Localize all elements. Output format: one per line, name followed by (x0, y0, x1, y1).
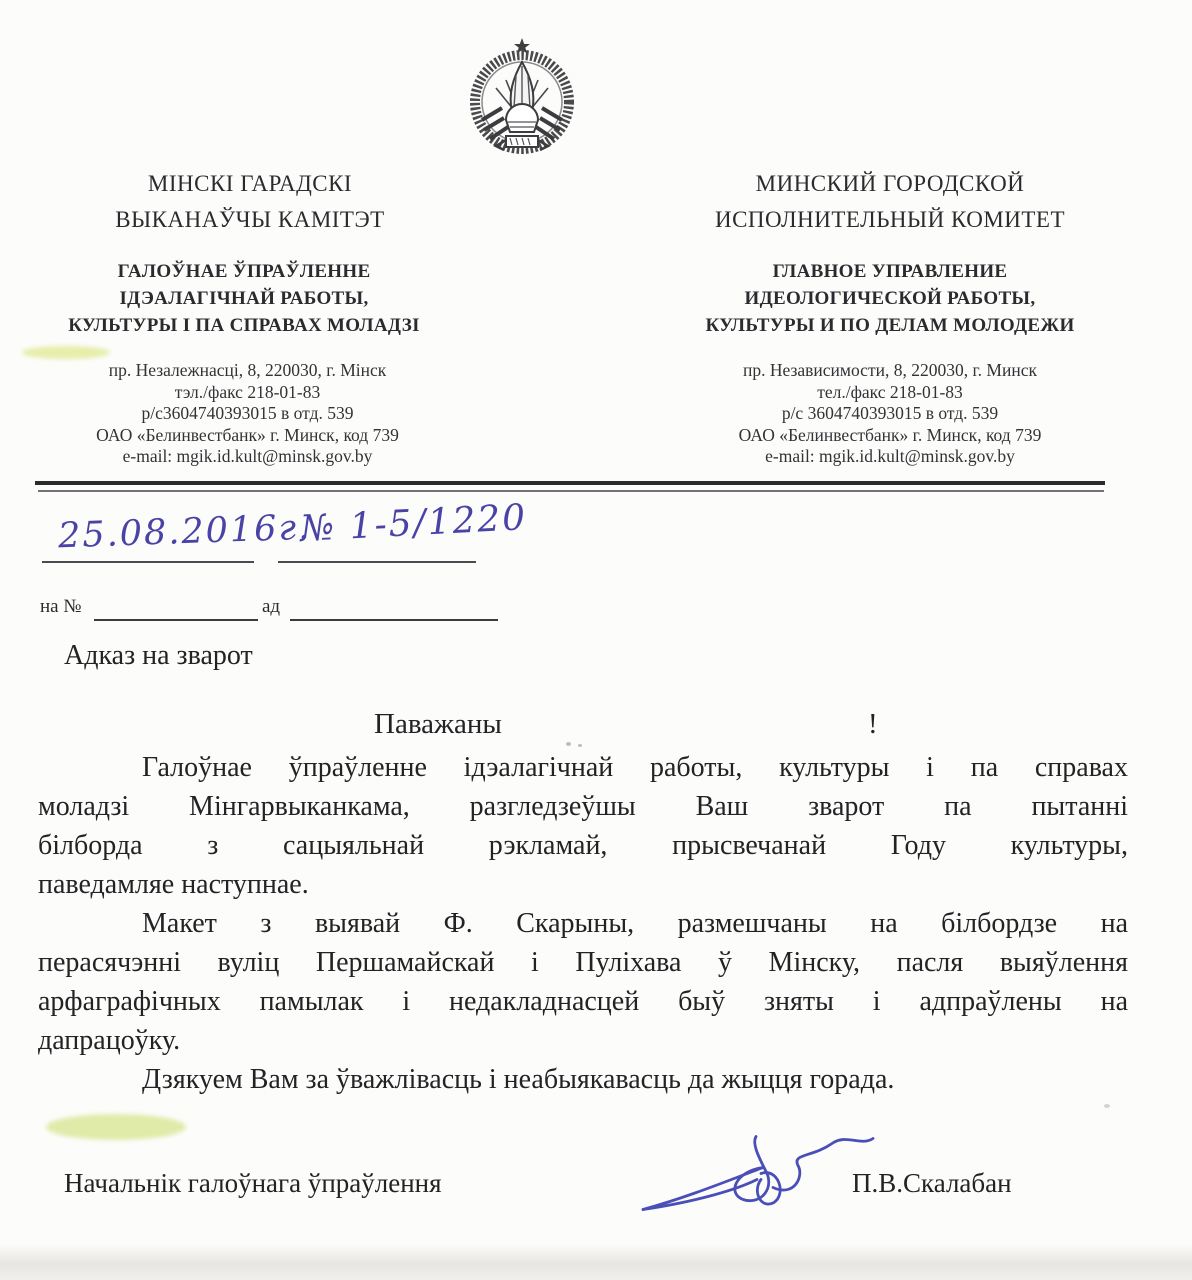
signer-name: П.В.Скалабан (852, 1168, 1012, 1198)
address-line: e-mail: mgik.id.kult@minsk.gov.by (765, 446, 1015, 466)
org-name-line: ИСПОЛНИТЕЛЬНЫЙ КОМИТЕТ (714, 207, 1066, 232)
address-line: пр. Незалежнасці, 8, 220030, г. Мінск (108, 360, 387, 380)
paragraph (38, 1060, 1128, 1099)
department-line: КУЛЬТУРЫ І ПА СПРАВАХ МОЛАДЗІ (68, 315, 420, 336)
address-block-russian (660, 360, 1120, 468)
body-line: білборда з сацыяльнай рэкламай, прысвечанай Году культуры, (38, 830, 1128, 861)
handwritten-outgoing-number: № 1-5/1220 (299, 497, 529, 550)
org-name-russian (655, 166, 1125, 238)
address-line: р/с 3604740393015 в отд. 539 (781, 403, 999, 423)
body-line: Макет з выявай Ф. Скарыны, размешчаны на білбордзе на (142, 908, 1128, 939)
scan-speck (566, 742, 571, 746)
date-underline (42, 561, 254, 563)
address-line: тэл./факс 218-01-83 (174, 381, 321, 402)
address-line: р/с3604740393015 в отд. 539 (141, 403, 354, 423)
department-line: ИДЕОЛОГИЧЕСКОЙ РАБОТЫ, (744, 288, 1036, 309)
body-line: дапрацоўку. (38, 1025, 181, 1056)
department-line: ГАЛОЎНАЕ ЎПРАЎЛЕННЕ (117, 261, 371, 282)
body-line: Дзякуем Вам за ўважлівасць і неабыякавасць да жыцця горада. (142, 1064, 895, 1095)
paragraph (38, 748, 1128, 904)
paragraph (38, 904, 1128, 1060)
highlighter-smudge (46, 1114, 186, 1140)
letterhead-divider-thin (38, 490, 1104, 492)
letter-body (38, 748, 1128, 1099)
department-line: КУЛЬТУРЫ И ПО ДЕЛАМ МОЛОДЕЖИ (705, 315, 1075, 336)
number-underline (278, 561, 476, 563)
subject-line: Адказ на зварот (64, 640, 253, 671)
address-line: тел./факс 218-01-83 (817, 381, 963, 402)
department-name-russian (655, 258, 1125, 339)
body-line: паведамляе наступнае. (38, 869, 309, 900)
org-name-line: МІНСКІ ГАРАДСКІ (147, 171, 353, 196)
body-line: перасячэнні вуліц Першамайскай і Пуліхава ў Мінску, пасля выяўлення (38, 947, 1128, 978)
letterhead-divider-thick (35, 481, 1105, 485)
incoming-number-blank (94, 619, 258, 621)
body-line: арфаграфічных памылак і недакладнасцей быў зняты і адпраўлены на (38, 986, 1128, 1017)
belarus-coat-of-arms-icon (466, 36, 578, 160)
address-block-belarusian (35, 360, 460, 468)
address-line: ОАО «Белинвестбанк» г. Минск, код 739 (738, 424, 1042, 445)
highlighter-smudge (22, 346, 110, 359)
address-line: пр. Независимости, 8, 220030, г. Минск (743, 360, 1037, 380)
address-line: e-mail: mgik.id.kult@minsk.gov.by (122, 446, 373, 466)
salutation-exclamation: ! (868, 708, 878, 740)
incoming-date-label: ад (262, 596, 281, 617)
scanner-edge-band (0, 1244, 1192, 1280)
department-line: ІДЭАЛАГІЧНАЙ РАБОТЫ, (119, 288, 369, 309)
handwritten-date: 25.08.2016г. (57, 507, 312, 557)
org-name-belarusian (50, 166, 450, 238)
department-line: ГЛАВНОЕ УПРАВЛЕНИЕ (772, 261, 1008, 282)
signature-autograph-icon (635, 1128, 885, 1226)
signer-position-title: Начальнік галоўнага ўпраўлення (64, 1168, 442, 1198)
incoming-date-blank (290, 619, 498, 621)
org-name-line: МИНСКИЙ ГОРОДСКОЙ (755, 171, 1025, 196)
body-line: моладзі Мінгарвыканкама, разгледзеўшы Ваш зварот па пытанні (38, 791, 1128, 822)
incoming-number-label: на № (40, 596, 82, 617)
department-name-belarusian (14, 258, 474, 339)
address-line: ОАО «Белинвестбанк» г. Минск, код 739 (96, 424, 399, 445)
org-name-line: ВЫКАНАЎЧЫ КАМІТЭТ (115, 207, 385, 232)
body-line: Галоўнае ўпраўленне ідэалагічнай работы, культуры і па справах (142, 752, 1128, 783)
salutation-text: Паважаны (374, 708, 502, 740)
scan-speck (1104, 1104, 1110, 1108)
scan-speck (578, 744, 582, 747)
